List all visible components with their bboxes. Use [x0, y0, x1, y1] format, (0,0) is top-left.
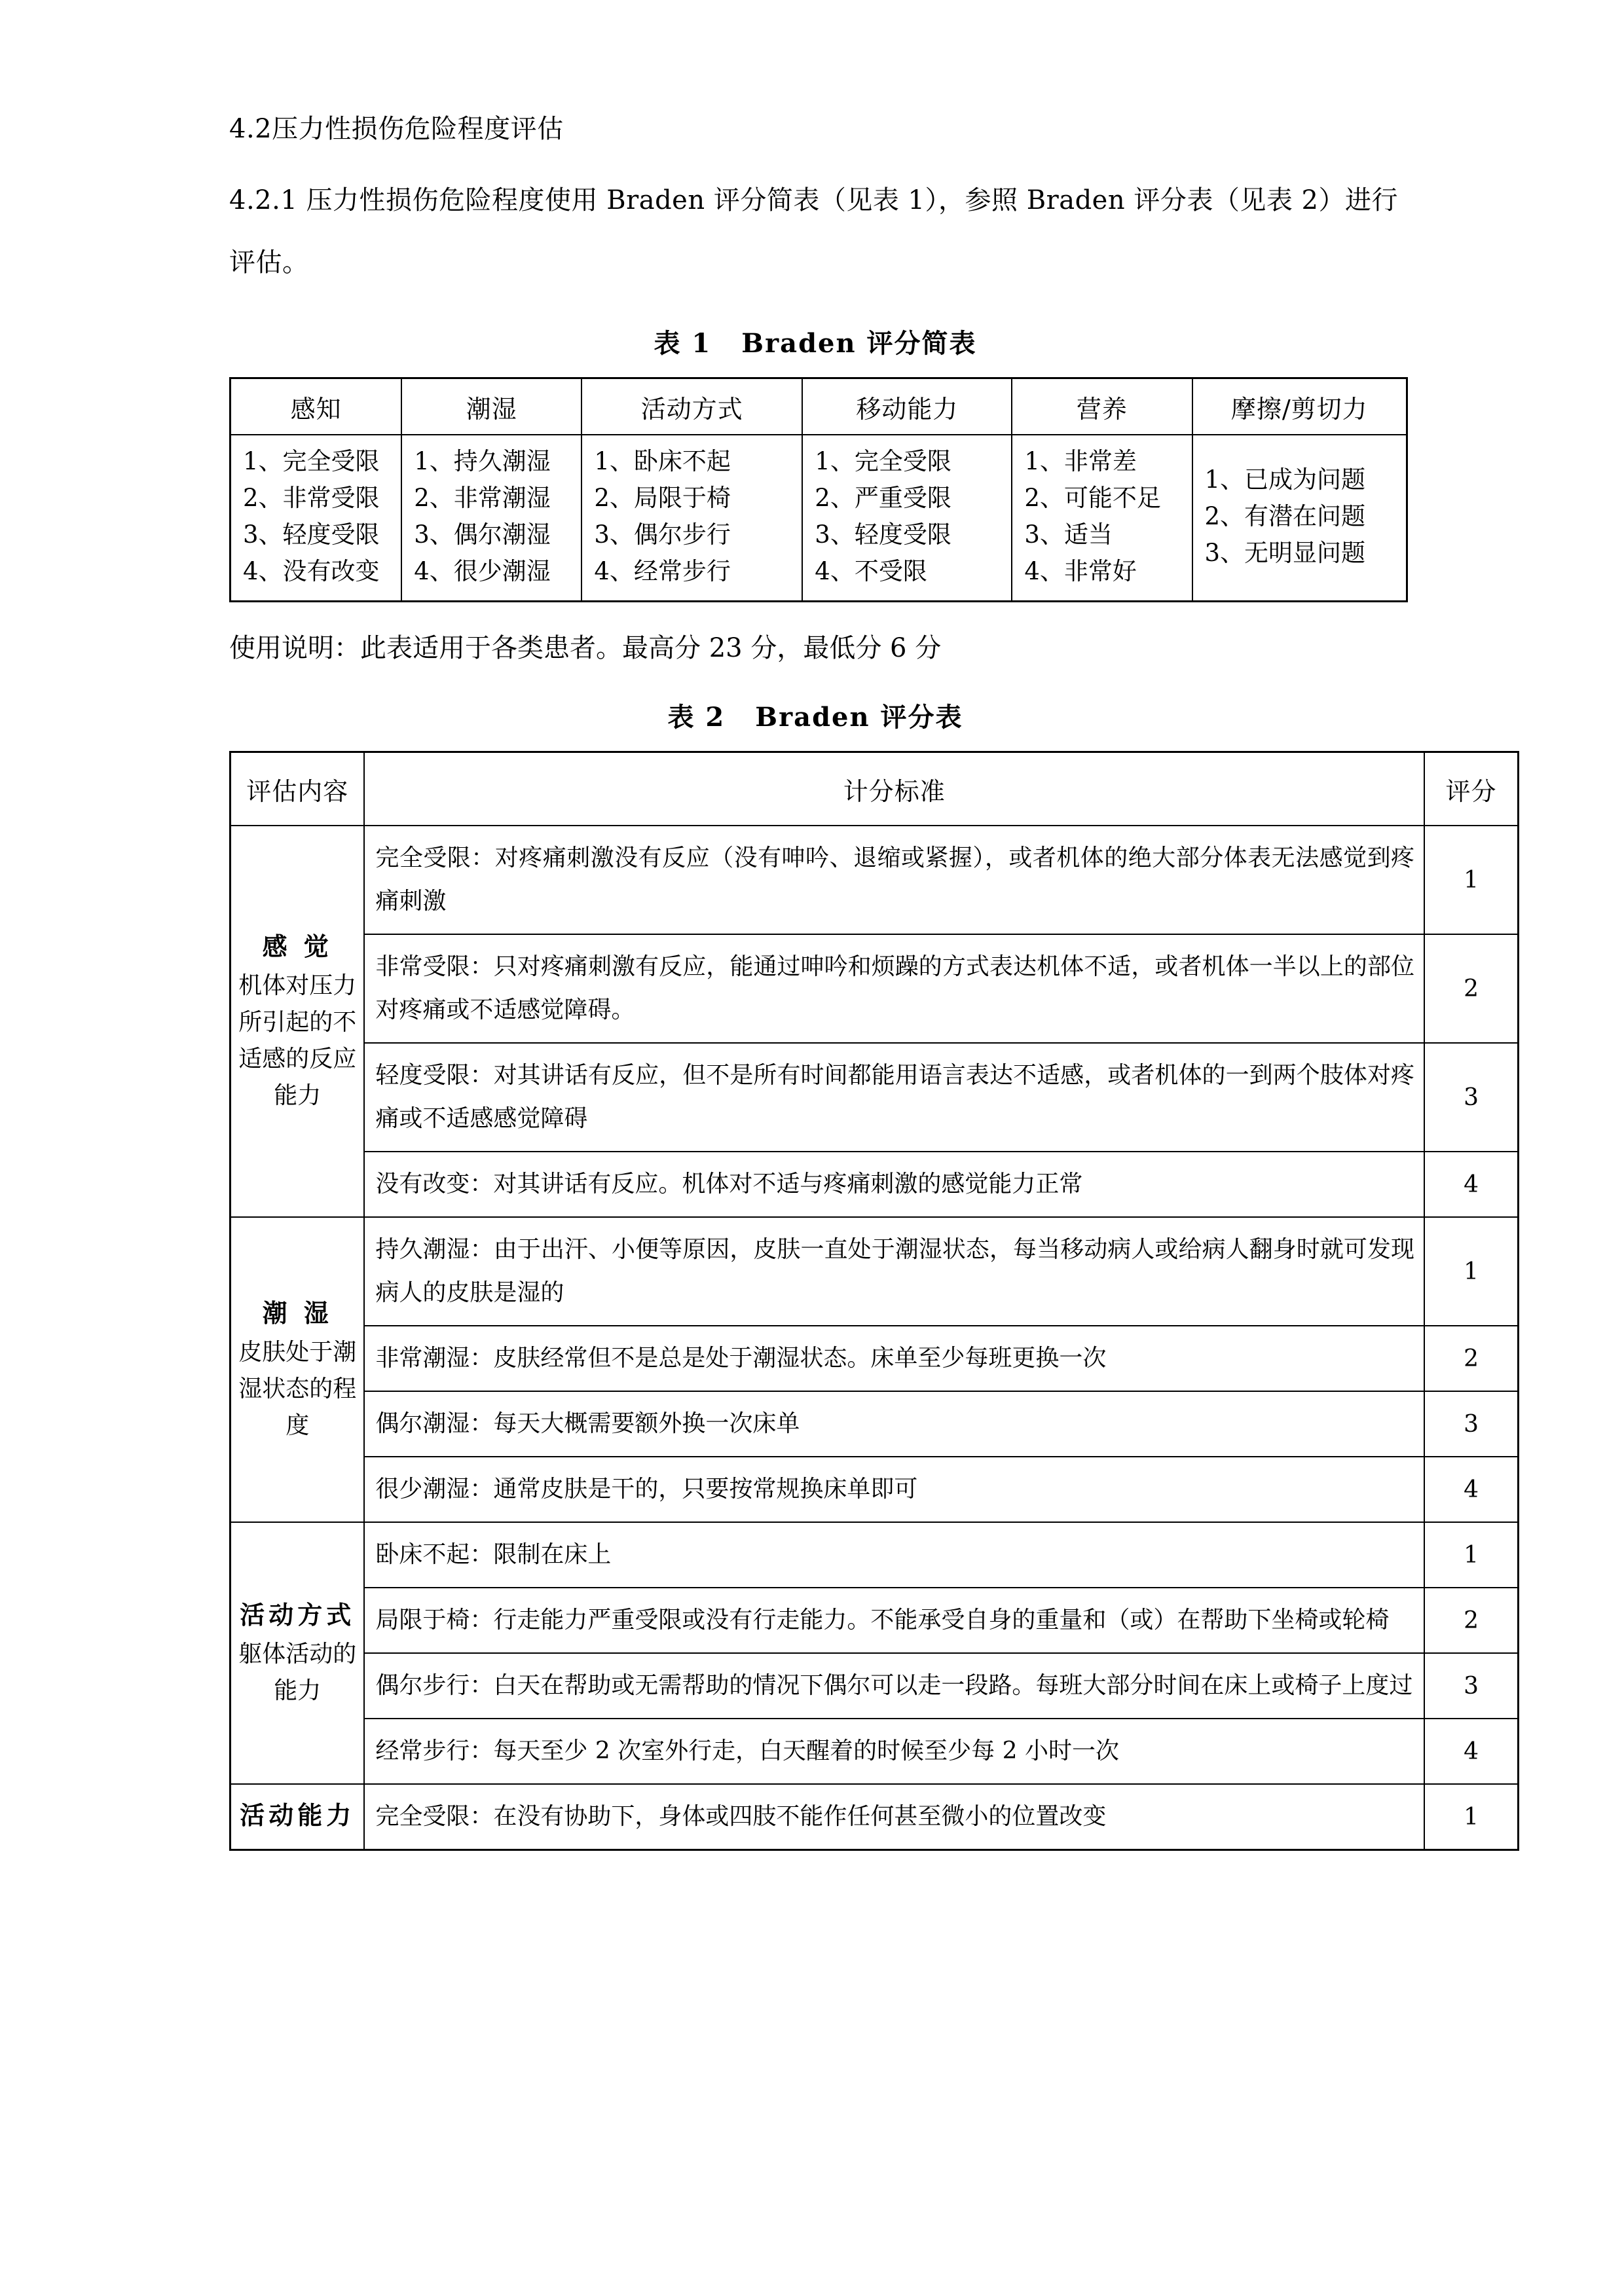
table1-col-header: 摩擦/剪切力	[1192, 378, 1407, 435]
category-title: 潮 湿	[262, 1298, 333, 1328]
table1-col-header: 潮湿	[401, 378, 581, 435]
table2-row	[231, 1152, 1519, 1217]
table2-score-cell: 2	[1424, 1326, 1518, 1391]
table1-header-row	[231, 378, 1407, 435]
table2-criteria-cell: 很少潮湿：通常皮肤是干的，只要按常规换床单即可	[364, 1457, 1424, 1522]
option-item: 4、很少潮湿	[414, 557, 551, 585]
table1-options-cell	[401, 435, 581, 602]
table2-row	[231, 1719, 1519, 1784]
option-item: 1、完全受限	[243, 447, 380, 475]
option-item: 1、持久潮湿	[414, 447, 551, 475]
table2-row	[231, 1391, 1519, 1457]
braden-brief-table	[229, 377, 1408, 602]
option-item: 1、已成为问题	[1204, 465, 1366, 494]
table2-col-header-criteria: 计分标准	[364, 752, 1424, 826]
table2-score-cell: 3	[1424, 1391, 1518, 1457]
table1-caption-title: Braden 评分简表	[741, 328, 977, 359]
table1-col-header: 活动方式	[581, 378, 802, 435]
option-item: 3、偶尔步行	[594, 520, 731, 549]
table1-col-header: 移动能力	[802, 378, 1012, 435]
option-item: 2、有潜在问题	[1204, 502, 1366, 530]
option-item: 1、卧床不起	[594, 447, 731, 475]
option-item: 2、局限于椅	[594, 484, 731, 512]
table2-row	[231, 1522, 1519, 1588]
option-item: 2、严重受限	[815, 484, 951, 512]
table2-score-cell: 2	[1424, 934, 1518, 1043]
option-item: 4、经常步行	[594, 557, 731, 585]
option-item: 2、非常潮湿	[414, 484, 551, 512]
table2-score-cell: 3	[1424, 1043, 1518, 1152]
option-item: 3、适当	[1024, 520, 1113, 549]
table2-score-cell: 1	[1424, 826, 1518, 934]
option-item: 1、非常差	[1024, 447, 1137, 475]
option-item: 1、完全受限	[815, 447, 951, 475]
braden-scoring-table	[229, 751, 1519, 1851]
section-body: 4.2.1 压力性损伤危险程度使用 Braden 评分简表（见表 1），参照 Braden 评分表（见表 2）进行	[229, 185, 1398, 215]
table1-caption-label: 表 1	[654, 328, 712, 359]
option-item: 3、轻度受限	[815, 520, 951, 549]
table2-category-cell	[231, 1217, 365, 1522]
table2-category-cell	[231, 1522, 365, 1784]
table2-caption	[229, 697, 1401, 734]
table1-options-cell	[1012, 435, 1192, 602]
table1-col-header: 营养	[1012, 378, 1192, 435]
table2-caption-label: 表 2	[667, 702, 726, 733]
category-title: 活动方式	[240, 1600, 356, 1630]
table2-score-cell: 4	[1424, 1457, 1518, 1522]
table2-criteria-cell: 轻度受限：对其讲话有反应，但不是所有时间都能用语言表达不适感，或者机体的一到两个肢体对疼痛或不适感感觉障碍	[364, 1043, 1424, 1152]
table2-row	[231, 1043, 1519, 1152]
table2-score-cell: 1	[1424, 1522, 1518, 1588]
option-item: 2、可能不足	[1024, 484, 1161, 512]
table2-score-cell: 1	[1424, 1784, 1518, 1850]
table2-criteria-cell: 卧床不起：限制在床上	[364, 1522, 1424, 1588]
category-subtitle: 皮肤处于潮湿状态的程度	[238, 1339, 357, 1439]
table2-col-header-content: 评估内容	[231, 752, 365, 826]
table2-criteria-cell: 偶尔潮湿：每天大概需要额外换一次床单	[364, 1391, 1424, 1457]
section-body-continued: 评估。	[229, 247, 309, 278]
table2-category-cell	[231, 826, 365, 1217]
table2-row	[231, 1326, 1519, 1391]
section-heading: 4.2压力性损伤危险程度评估	[229, 114, 564, 144]
table2-criteria-cell: 非常受限：只对疼痛刺激有反应，能通过呻吟和烦躁的方式表达机体不适，或者机体一半以上的部位对疼痛或不适感觉障碍。	[364, 934, 1424, 1043]
table1-options-cell	[1192, 435, 1407, 602]
table2-criteria-cell: 非常潮湿：皮肤经常但不是总是处于潮湿状态。床单至少每班更换一次	[364, 1326, 1424, 1391]
table2-category-cell	[231, 1784, 365, 1850]
table2-score-cell: 1	[1424, 1217, 1518, 1326]
table2-row	[231, 1217, 1519, 1326]
table2-criteria-cell: 局限于椅：行走能力严重受限或没有行走能力。不能承受自身的重量和（或）在帮助下坐椅或轮椅	[364, 1588, 1424, 1653]
table1-options-cell	[802, 435, 1012, 602]
table2-row	[231, 1653, 1519, 1719]
table2-row	[231, 1588, 1519, 1653]
table2-header-row	[231, 752, 1519, 826]
option-item: 3、无明显问题	[1204, 539, 1366, 567]
table2-caption-title: Braden 评分表	[755, 702, 963, 733]
table2-row	[231, 826, 1519, 934]
option-item: 3、轻度受限	[243, 520, 380, 549]
table2-score-cell: 4	[1424, 1719, 1518, 1784]
table2-criteria-cell: 完全受限：对疼痛刺激没有反应（没有呻吟、退缩或紧握），或者机体的绝大部分体表无法感觉到疼痛刺激	[364, 826, 1424, 934]
category-title: 感 觉	[262, 932, 333, 961]
option-item: 2、非常受限	[243, 484, 380, 512]
table1-col-header: 感知	[231, 378, 402, 435]
table1-options-cell	[581, 435, 802, 602]
option-item: 4、不受限	[815, 557, 927, 585]
table2-row	[231, 1457, 1519, 1522]
table1-caption	[229, 323, 1401, 360]
table1-options-row	[231, 435, 1407, 602]
table2-row	[231, 934, 1519, 1043]
table2-criteria-cell: 偶尔步行：白天在帮助或无需帮助的情况下偶尔可以走一段路。每班大部分时间在床上或椅子上度过	[364, 1653, 1424, 1719]
category-title: 活动能力	[240, 1800, 356, 1830]
table2-criteria-cell: 没有改变：对其讲话有反应。机体对不适与疼痛刺激的感觉能力正常	[364, 1152, 1424, 1217]
option-item: 3、偶尔潮湿	[414, 520, 551, 549]
option-item: 4、非常好	[1024, 557, 1137, 585]
table2-criteria-cell: 完全受限：在没有协助下，身体或四肢不能作任何甚至微小的位置改变	[364, 1784, 1424, 1850]
category-subtitle: 机体对压力所引起的不适感的反应能力	[238, 972, 357, 1109]
table2-criteria-cell: 持久潮湿：由于出汗、小便等原因，皮肤一直处于潮湿状态，每当移动病人或给病人翻身时就可发现病人的皮肤是湿的	[364, 1217, 1424, 1326]
table2-col-header-score: 评分	[1424, 752, 1518, 826]
table2-score-cell: 4	[1424, 1152, 1518, 1217]
option-item: 4、没有改变	[243, 557, 380, 585]
category-subtitle: 躯体活动的能力	[238, 1641, 357, 1704]
table2-row	[231, 1784, 1519, 1850]
table2-criteria-cell: 经常步行：每天至少 2 次室外行走，白天醒着的时候至少每 2 小时一次	[364, 1719, 1424, 1784]
table1-options-cell	[231, 435, 402, 602]
usage-note: 使用说明：此表适用于各类患者。最高分 23 分，最低分 6 分	[229, 633, 942, 663]
table2-score-cell: 3	[1424, 1653, 1518, 1719]
table2-score-cell: 2	[1424, 1588, 1518, 1653]
